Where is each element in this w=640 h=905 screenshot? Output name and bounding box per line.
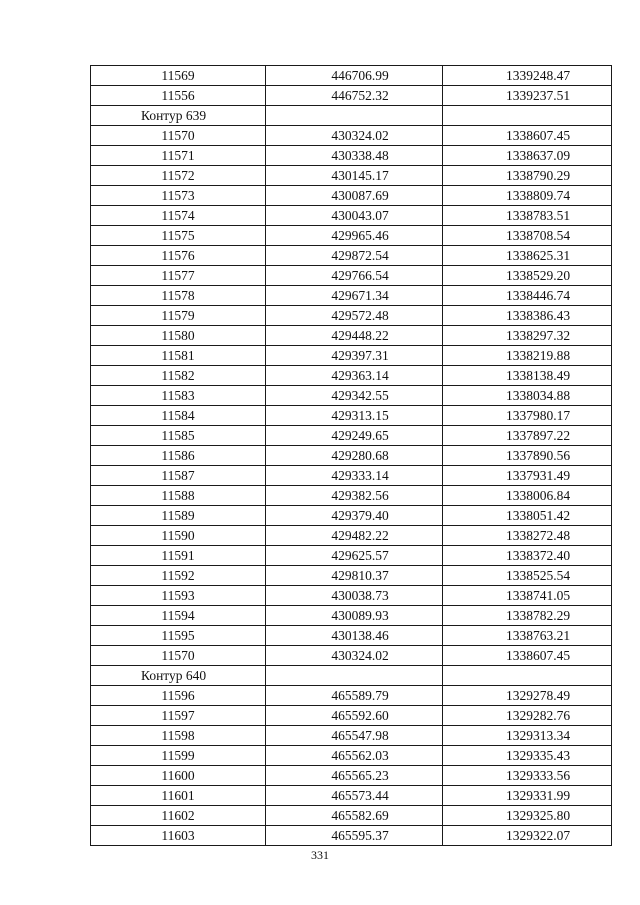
table-row [91, 726, 612, 746]
point-id-cell: 11583 [91, 386, 266, 406]
y-coordinate-cell: 1338637.09 [443, 146, 612, 166]
contour-label: Контур 639 [91, 106, 266, 126]
table-row [91, 266, 612, 286]
y-coordinate-cell: 1338741.05 [443, 586, 612, 606]
table-row [91, 206, 612, 226]
x-coordinate-cell: 446752.32 [266, 86, 443, 106]
point-id-cell: 11599 [91, 746, 266, 766]
point-id-cell: 11580 [91, 326, 266, 346]
y-coordinate-cell: 1329325.80 [443, 806, 612, 826]
table-row [91, 806, 612, 826]
point-id-cell: 11602 [91, 806, 266, 826]
point-id-cell: 11581 [91, 346, 266, 366]
table-row [91, 86, 612, 106]
point-id-cell: 11588 [91, 486, 266, 506]
x-coordinate-cell: 429382.56 [266, 486, 443, 506]
table-row [91, 626, 612, 646]
point-id-cell: 11572 [91, 166, 266, 186]
point-id-cell: 11591 [91, 546, 266, 566]
coordinates-table [90, 65, 612, 846]
x-coordinate-cell: 465562.03 [266, 746, 443, 766]
y-coordinate-cell: 1338386.43 [443, 306, 612, 326]
point-id-cell: 11597 [91, 706, 266, 726]
point-id-cell: 11596 [91, 686, 266, 706]
y-coordinate-cell: 1338809.74 [443, 186, 612, 206]
table-row [91, 126, 612, 146]
y-coordinate-cell: 1338219.88 [443, 346, 612, 366]
table-row [91, 306, 612, 326]
point-id-cell: 11582 [91, 366, 266, 386]
y-coordinate-cell: 1338529.20 [443, 266, 612, 286]
y-coordinate-cell: 1337980.17 [443, 406, 612, 426]
y-coordinate-cell: 1338763.21 [443, 626, 612, 646]
x-coordinate-cell: 446706.99 [266, 66, 443, 86]
table-row [91, 606, 612, 626]
point-id-cell: 11592 [91, 566, 266, 586]
y-coordinate-cell: 1338372.40 [443, 546, 612, 566]
point-id-cell: 11595 [91, 626, 266, 646]
point-id-cell: 11556 [91, 86, 266, 106]
x-coordinate-cell: 430043.07 [266, 206, 443, 226]
x-coordinate-cell: 429313.15 [266, 406, 443, 426]
x-coordinate-cell: 465595.37 [266, 826, 443, 846]
x-coordinate-cell: 430324.02 [266, 646, 443, 666]
x-coordinate-cell: 429448.22 [266, 326, 443, 346]
y-coordinate-cell: 1329313.34 [443, 726, 612, 746]
x-coordinate-cell: 465582.69 [266, 806, 443, 826]
x-coordinate-cell: 429333.14 [266, 466, 443, 486]
point-id-cell: 11593 [91, 586, 266, 606]
table-row [91, 166, 612, 186]
point-id-cell: 11589 [91, 506, 266, 526]
y-coordinate-cell: 1338138.49 [443, 366, 612, 386]
y-coordinate-cell: 1337890.56 [443, 446, 612, 466]
table-row [91, 526, 612, 546]
y-coordinate-cell: 1339237.51 [443, 86, 612, 106]
empty-cell [266, 666, 443, 686]
y-coordinate-cell: 1338783.51 [443, 206, 612, 226]
table-row [91, 386, 612, 406]
x-coordinate-cell: 465547.98 [266, 726, 443, 746]
table-row [91, 346, 612, 366]
y-coordinate-cell: 1338782.29 [443, 606, 612, 626]
point-id-cell: 11574 [91, 206, 266, 226]
empty-cell [443, 666, 612, 686]
table-row [91, 466, 612, 486]
x-coordinate-cell: 429342.55 [266, 386, 443, 406]
point-id-cell: 11578 [91, 286, 266, 306]
x-coordinate-cell: 429965.46 [266, 226, 443, 246]
y-coordinate-cell: 1338790.29 [443, 166, 612, 186]
page-number: 331 [311, 848, 329, 862]
table-row [91, 226, 612, 246]
y-coordinate-cell: 1329322.07 [443, 826, 612, 846]
x-coordinate-cell: 430087.69 [266, 186, 443, 206]
point-id-cell: 11571 [91, 146, 266, 166]
x-coordinate-cell: 430138.46 [266, 626, 443, 646]
y-coordinate-cell: 1338708.54 [443, 226, 612, 246]
x-coordinate-cell: 429572.48 [266, 306, 443, 326]
y-coordinate-cell: 1338297.32 [443, 326, 612, 346]
point-id-cell: 11603 [91, 826, 266, 846]
x-coordinate-cell: 465592.60 [266, 706, 443, 726]
point-id-cell: 11594 [91, 606, 266, 626]
x-coordinate-cell: 430338.48 [266, 146, 443, 166]
x-coordinate-cell: 430324.02 [266, 126, 443, 146]
table-row [91, 506, 612, 526]
y-coordinate-cell: 1338607.45 [443, 126, 612, 146]
y-coordinate-cell: 1329335.43 [443, 746, 612, 766]
table-row [91, 686, 612, 706]
point-id-cell: 11585 [91, 426, 266, 446]
table-row [91, 546, 612, 566]
empty-cell [443, 106, 612, 126]
table-row [91, 366, 612, 386]
x-coordinate-cell: 429379.40 [266, 506, 443, 526]
y-coordinate-cell: 1338607.45 [443, 646, 612, 666]
table-row [91, 406, 612, 426]
point-id-cell: 11600 [91, 766, 266, 786]
point-id-cell: 11584 [91, 406, 266, 426]
x-coordinate-cell: 429671.34 [266, 286, 443, 306]
x-coordinate-cell: 430145.17 [266, 166, 443, 186]
point-id-cell: 11569 [91, 66, 266, 86]
y-coordinate-cell: 1338034.88 [443, 386, 612, 406]
x-coordinate-cell: 429810.37 [266, 566, 443, 586]
point-id-cell: 11570 [91, 126, 266, 146]
y-coordinate-cell: 1329278.49 [443, 686, 612, 706]
table-row [91, 706, 612, 726]
table-row [91, 486, 612, 506]
x-coordinate-cell: 429249.65 [266, 426, 443, 446]
y-coordinate-cell: 1337931.49 [443, 466, 612, 486]
point-id-cell: 11586 [91, 446, 266, 466]
y-coordinate-cell: 1338446.74 [443, 286, 612, 306]
table-row [91, 446, 612, 466]
contour-label: Контур 640 [91, 666, 266, 686]
point-id-cell: 11598 [91, 726, 266, 746]
y-coordinate-cell: 1339248.47 [443, 66, 612, 86]
x-coordinate-cell: 430089.93 [266, 606, 443, 626]
table-row [91, 326, 612, 346]
table-row [91, 426, 612, 446]
table-row [91, 786, 612, 806]
x-coordinate-cell: 465573.44 [266, 786, 443, 806]
x-coordinate-cell: 429872.54 [266, 246, 443, 266]
empty-cell [266, 106, 443, 126]
point-id-cell: 11601 [91, 786, 266, 806]
point-id-cell: 11590 [91, 526, 266, 546]
table-row [91, 146, 612, 166]
point-id-cell: 11575 [91, 226, 266, 246]
table-row [91, 746, 612, 766]
table-row [91, 246, 612, 266]
coordinates-table-body [91, 66, 612, 846]
x-coordinate-cell: 429766.54 [266, 266, 443, 286]
y-coordinate-cell: 1338051.42 [443, 506, 612, 526]
y-coordinate-cell: 1329282.76 [443, 706, 612, 726]
x-coordinate-cell: 429280.68 [266, 446, 443, 466]
y-coordinate-cell: 1337897.22 [443, 426, 612, 446]
y-coordinate-cell: 1338625.31 [443, 246, 612, 266]
y-coordinate-cell: 1329333.56 [443, 766, 612, 786]
x-coordinate-cell: 465589.79 [266, 686, 443, 706]
table-row [91, 186, 612, 206]
table-row [91, 826, 612, 846]
contour-header-row [91, 106, 612, 126]
x-coordinate-cell: 429482.22 [266, 526, 443, 546]
x-coordinate-cell: 429363.14 [266, 366, 443, 386]
x-coordinate-cell: 430038.73 [266, 586, 443, 606]
point-id-cell: 11570 [91, 646, 266, 666]
table-row [91, 566, 612, 586]
y-coordinate-cell: 1338525.54 [443, 566, 612, 586]
point-id-cell: 11576 [91, 246, 266, 266]
point-id-cell: 11577 [91, 266, 266, 286]
table-row [91, 646, 612, 666]
point-id-cell: 11587 [91, 466, 266, 486]
y-coordinate-cell: 1338272.48 [443, 526, 612, 546]
table-row [91, 286, 612, 306]
contour-header-row [91, 666, 612, 686]
table-row [91, 66, 612, 86]
table-row [91, 586, 612, 606]
x-coordinate-cell: 429625.57 [266, 546, 443, 566]
y-coordinate-cell: 1329331.99 [443, 786, 612, 806]
y-coordinate-cell: 1338006.84 [443, 486, 612, 506]
table-row [91, 766, 612, 786]
x-coordinate-cell: 429397.31 [266, 346, 443, 366]
x-coordinate-cell: 465565.23 [266, 766, 443, 786]
point-id-cell: 11573 [91, 186, 266, 206]
point-id-cell: 11579 [91, 306, 266, 326]
